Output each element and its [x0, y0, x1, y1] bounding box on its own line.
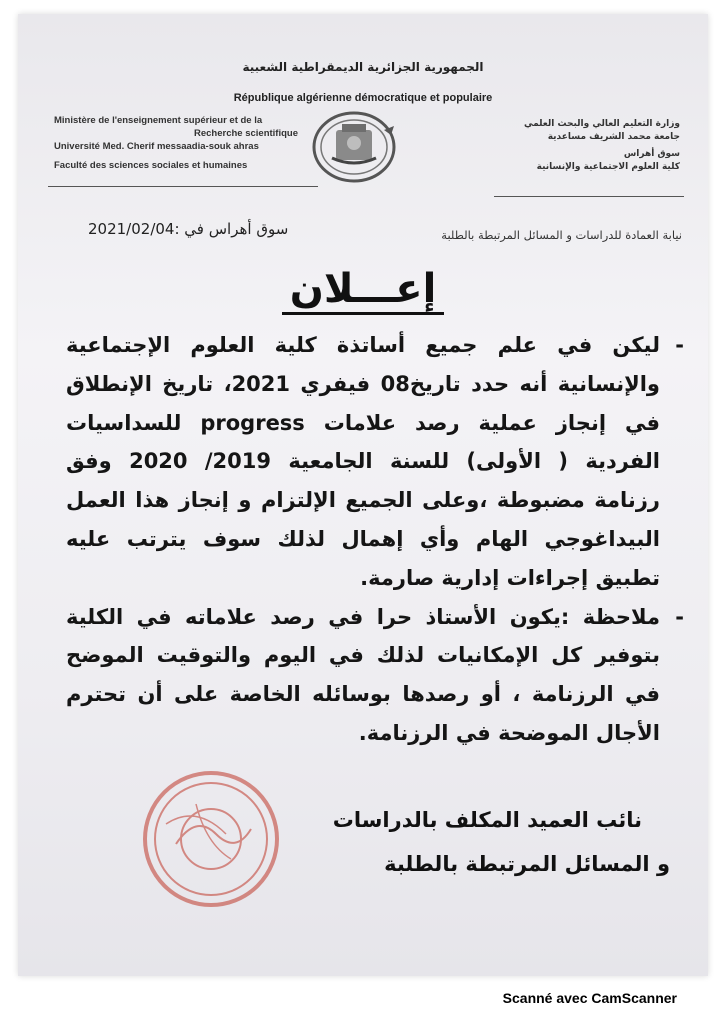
faculty-name-fr: Faculté des sciences sociales et humaines	[54, 160, 248, 171]
faculty-name-ar: كلية العلوم الاجتماعية والإنسانية	[536, 162, 680, 172]
ministry-name-ar: وزارة التعليم العالي والبحث العلمي	[523, 119, 680, 129]
university-logo-icon	[306, 110, 402, 184]
ministry-line-1: Ministère de l'enseignement supérieur et de la	[54, 115, 263, 126]
header-right-underline	[494, 196, 684, 197]
bullet-dash: -	[675, 604, 684, 629]
announcement-title	[18, 266, 708, 312]
body-paragraph-1-text: ليكن في علم جميع أساتذة كلية العلوم الإجتماعية والإنسانية أنه حدد تاريخ08 فيفري 2021، تاريخ الإنطلاق في إنجاز عملية رصد علامات progress للسداسيات الفردية ( الأولى) للسنة الجامعية 2019/ 2020 وفق رزنامة مضبوطة ،وعلى الجميع الإلتزام و إنجاز هذا العمل البيداغوجي الهام وأي إهمال لذلك سوف يترتب عليه تطبيق إجراءات إدارية صارمة.	[66, 333, 660, 590]
header-republic-ar: الجمهورية الجزائرية الديمقراطية الشعبية	[242, 60, 484, 74]
ministry-line-2: Recherche scientifique	[193, 128, 298, 139]
body-paragraph-2	[66, 598, 682, 753]
signature-block	[332, 798, 670, 886]
scanner-watermark: Scanné avec CamScanner	[502, 990, 677, 1006]
document-page	[18, 14, 708, 976]
issuing-office: نيابة العمادة للدراسات و المسائل المرتبطة بالطلبة	[441, 228, 682, 242]
header-republic-fr: République algérienne démocratique et populaire	[233, 92, 493, 104]
announcement-title-text: إعـــلان	[282, 266, 445, 315]
official-stamp-icon	[136, 764, 286, 914]
body-paragraph-1	[66, 326, 682, 598]
signature-line-1: نائب العميد المكلف بالدراسات	[332, 808, 642, 832]
body-paragraph-2-text: ملاحظة :يكون الأستاذ حرا في رصد علاماته في الكلية بتوفير كل الإمكانيات لذلك في اليوم والتوقيت الموضح في الرزنامة ، أو رصدها بوسائله الخاصة على أن تحترم الأجال الموضحة في الرزنامة.	[66, 604, 660, 745]
city-name-ar: سوق أهراس	[623, 149, 680, 159]
university-name-ar: جامعة محمد الشريف مساعدية	[547, 132, 680, 142]
header-left-underline	[48, 186, 318, 187]
announcement-body	[66, 326, 682, 753]
bullet-dash: -	[675, 333, 684, 357]
document-date: سوق أهراس في :2021/02/04	[88, 220, 289, 238]
signature-line-2: و المسائل المرتبطة بالطلبة	[384, 852, 670, 876]
university-name-fr: Université Med. Cherif messaadia-souk ahras	[54, 141, 259, 152]
header-left-fr	[54, 114, 304, 172]
header-right-ar	[480, 118, 680, 174]
